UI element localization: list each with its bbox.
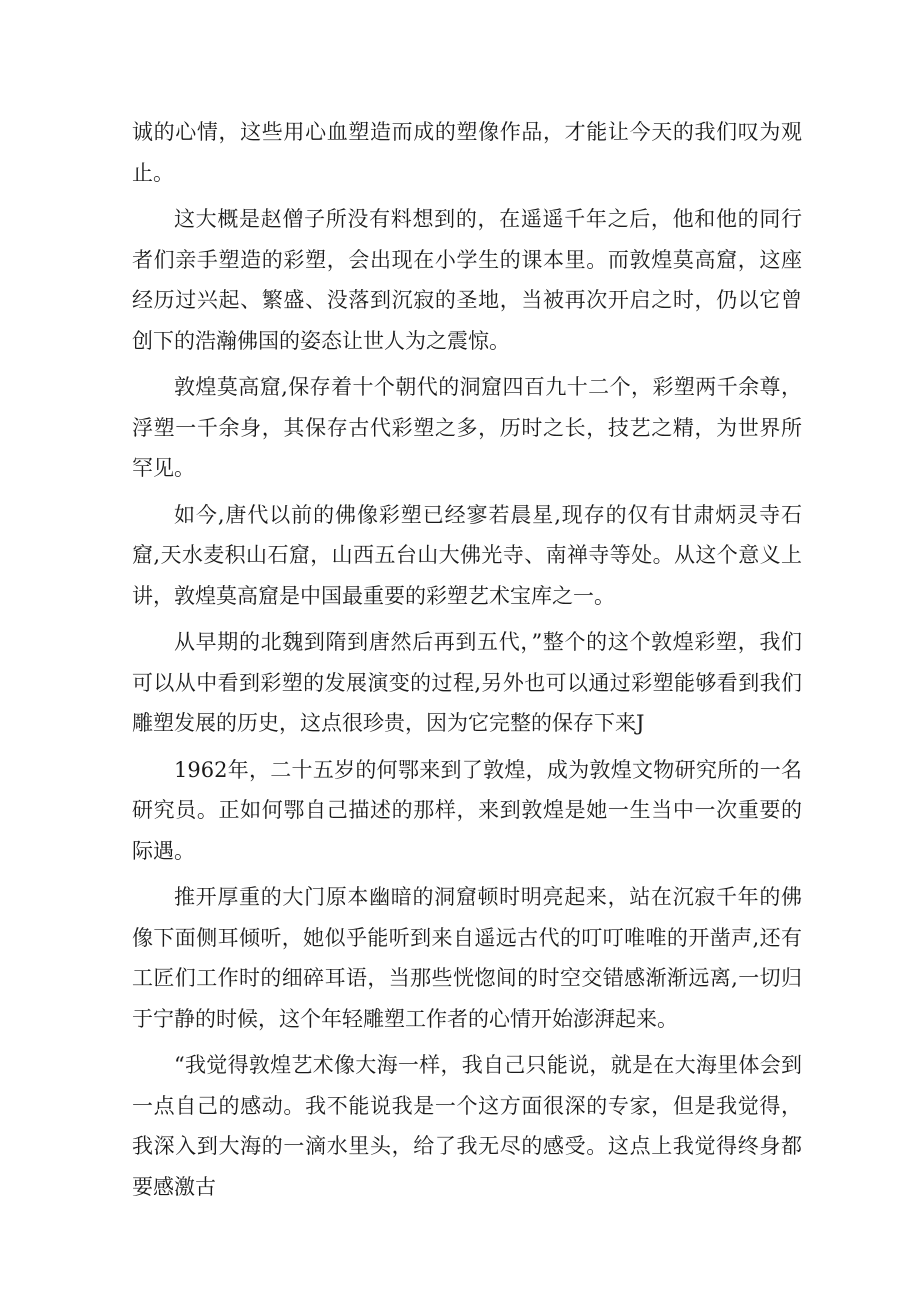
- paragraph: 1962年，二十五岁的何鄂来到了敦煌，成为敦煌文物研究所的一名研究员。正如何鄂自己描述的那样，来到敦煌是她一生当中一次重要的际遇。: [132, 757, 802, 863]
- paragraph: 从早期的北魏到隋到唐然后再到五代，”整个的这个敦煌彩塑，我们可以从中看到彩塑的发展演变的过程,另外也可以通过彩塑能够看到我们雕塑发展的历史，这点很珍贵，因为它完整的保存下来J: [132, 630, 802, 735]
- paragraph: 这大概是赵僧子所没有料想到的，在遥遥千年之后，他和他的同行者们亲手塑造的彩塑，会出现在小学生的课本里。而敦煌莫高窟，这座经历过兴起、繁盛、没落到沉寂的圣地，当被再次开启之时，仍以它曾创下的浩瀚佛国的姿态让世人为之震惊。: [132, 207, 802, 353]
- paragraph: 推开厚重的大门原本幽暗的洞窟顿时明亮起来，站在沉寂千年的佛像下面侧耳倾听，她似乎能听到来自遥远古代的叮叮唯唯的开凿声,还有工匠们工作时的细碎耳语，当那些恍惚间的时空交错感渐渐远离,一切归于宁静的时候，这个年轻雕塑工作者的心情开始澎湃起来。: [132, 885, 802, 1031]
- paragraph-continued: 诚的心情，这些用心血塑造而成的塑像作品，才能让今天的我们叹为观止。: [132, 120, 802, 185]
- document-body: [132, 112, 802, 1213]
- paragraph: “我觉得敦煌艺术像大海一样，我自己只能说，就是在大海里体会到一点自己的感动。我不能说我是一个这方面很深的专家，但是我觉得，我深入到大海的一滴水里头，给了我无尽的感受。这点上我觉得终身都要感激古: [132, 1053, 802, 1199]
- paragraph: 敦煌莫高窟,保存着十个朝代的洞窟四百九十二个，彩塑两千余尊，浮塑一千余身，其保存古代彩塑之多，历时之长，技艺之精，为世界所罕见。: [132, 375, 802, 480]
- paragraph: 如今,唐代以前的佛像彩塑已经寥若晨星,现存的仅有甘肃炳灵寺石窟,天水麦积山石窟，山西五台山大佛光寺、南禅寺等处。从这个意义上讲，敦煌莫高窟是中国最重要的彩塑艺术宝库之一。: [132, 502, 802, 608]
